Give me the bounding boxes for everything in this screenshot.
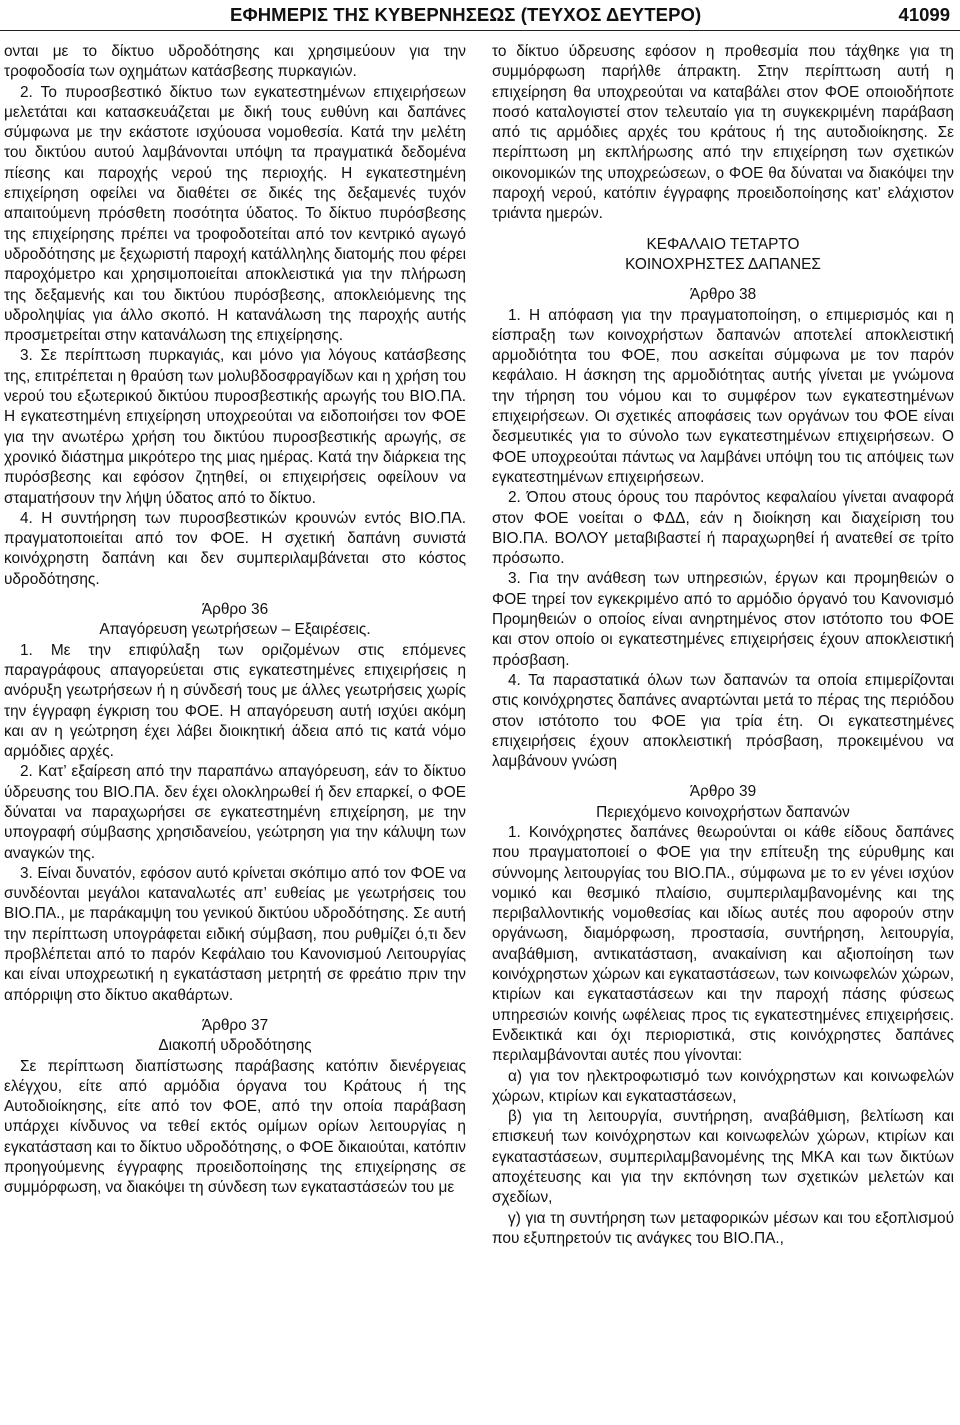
- paragraph: α) για τον ηλεκτροφωτισμό των κοινόχρηστων και κοινωφελών χώρων, κτιρίων και εγκαταστάσεων,: [492, 1067, 954, 1105]
- article-39-title: Άρθρο 39: [689, 783, 757, 801]
- paragraph: 4. Τα παραστατικά όλων των δαπανών τα οποία επιμερίζονται στις κοινόχρηστες δαπάνες αναρτώνται μετά το πέρας της περιόδου στον ιστότοπο του ΦΟΕ για τρία έτη. Οι εγκατεστημένες επιχειρήσεις έχουν αποκλειστική πρόσβαση, προκειμένου να λαμβάνουν γνώση: [492, 671, 954, 771]
- paragraph: 2. Το πυροσβεστικό δίκτυο των εγκατεστημένων επιχειρήσεων μελετάται και κατασκευάζεται με δική τους ευθύνη και δαπάνες σύμφωνα με την εκάστοτε ισχύουσα νομοθεσία. Κατά την μελέτη του δικτύου αυτού λαμβάνονται υπόψη τα πραγματικά δεδομένα πίεσης και παροχής νερού της περιοχής. Η εγκατεστημένη επιχείρηση οφείλει να διαθέτει σε δικές της δεξαμενές τυχόν απαιτούμενη πρόσθετη ποσότητα ύδατος. Το δίκτυο πυρόσβεσης της επιχείρησης πρέπει να τροφοδοτείται από τον κεντρικό αγωγό υδροδότησης με ξεχωριστή παροχή κατάλληλης διατομής που φέρει παροχόμετρο και χρησιμοποιείται αποκλειστικά για την πλήρωση της δεξαμενής και του δικτύου πυρόσβεσης, αποκλειόμενης της υδροληψίας για άλλο σκοπό. Η κατανάλωση της παροχής αυτής προσμετρείται στην κατανάλωση της επιχείρησης.: [4, 83, 466, 345]
- article-39-subtitle: Περιεχόμενο κοινοχρήστων δαπανών: [596, 803, 850, 821]
- paragraph: 3. Είναι δυνατόν, εφόσον αυτό κρίνεται σκόπιμο από τον ΦΟΕ να συνδέονται μεγάλοι καταναλωτές απ’ ευθείας με γεωτρήσεις του ΒΙΟ.ΠΑ., με παράκαμψη του γενικού δικτύου υδροδότησης. Σε αυτή την περίπτωση υπογράφεται ειδική σύμβαση, που ρυθμίζει ό,τι δεν προβλέπεται από το παρόν Κεφάλαιο του Κανονισμού Λειτουργίας και είναι υποχρεωτική η εγκατάσταση μετρητή σε φρεάτιο πριν την απόρριψη στο δίκτυο ακαθάρτων.: [4, 864, 466, 1004]
- paragraph: 1. Κοινόχρηστες δαπάνες θεωρούνται οι κάθε είδους δαπάνες που πραγματοποιεί ο ΦΟΕ για την επίτευξη της εύρυθμης και σύννομης λειτουργίας του ΒΙΟ.ΠΑ., σύμφωνα με το εν γένει ισχύον νομικό και θεσμικό πλαίσιο, συμπεριλαμβανομένης και της περιβαλλοντικής νομοθεσίας και ιδίως αυτές που αφορούν στην οργάνωση, διαμόρφωση, προστασία, συντήρηση, λειτουργία, αναβάθμιση, αντικατάσταση, ανακαίνιση και αξιοποίηση των κοινόχρηστων χώρων και εγκαταστάσεων, των κοινωφελών χώρων, κτιρίων και εγκαταστάσεων και την παροχή πάσης φύσεως υπηρεσιών κοινής ωφέλειας προς τις εγκατεστημένες επιχειρήσεις. Ενδεικτικά και όχι περιοριστικά, στις κοινόχρηστες δαπάνες περιλαμβάνονται αυτές που γίνονται:: [492, 823, 954, 1065]
- left-column: [4, 42, 466, 1199]
- paragraph: 3. Για την ανάθεση των υπηρεσιών, έργων και προμηθειών ο ΦΟΕ τηρεί τον εγκεκριμένο από το αρμόδιο όργανό του Κανονισμό Προμηθειών ο οποίος είναι ανηρτημένος στον ιστότοπο του ΦΟΕ και στον οποίο οι εγκατεστημένες επιχειρήσεις έχουν αποκλειστική πρόσβαση.: [492, 570, 954, 669]
- chapter-heading: ΚΕΦΑΛΑΙΟ ΤΕΤΑΡΤΟ: [646, 235, 800, 253]
- paragraph: 1. Η απόφαση για την πραγματοποίηση, ο επιμερισμός και η είσπραξη των κοινοχρήστων δαπανών αποτελεί αποκλειστική αρμοδιότητα του ΦΟΕ, που ασκείται σύμφωνα με τον παρόν κεφάλαιο. Η άσκηση της αρμοδιότητας αυτής γίνεται με γνώμονα την τήρηση του νόμου και το συμφέρον των εγκατεστημένων επιχειρήσεων. Οι σχετικές αποφάσεις των οργάνων του ΦΟΕ είναι δεσμευτικές για το σύνολο των εγκατεστημένων επιχειρήσεων. Ο ΦΟΕ υποχρεούται πάντως να λαμβάνει υπόψη του τις απόψεις των εγκατεστημένων επιχειρήσεων.: [492, 306, 954, 486]
- paragraph: 2. Όπου στους όρους του παρόντος κεφαλαίου γίνεται αναφορά στον ΦΟΕ νοείται ο ΦΔΔ, εάν η διοίκηση και διαχείριση του ΒΙΟ.ΠΑ. ΒΟΛΟΥ μεταβιβαστεί ή παραχωρηθεί ή ανατεθεί σε τρίτο πρόσωπο.: [492, 489, 954, 568]
- page-number: 41099: [898, 4, 950, 25]
- chapter-title: ΚΟΙΝΟΧΡΗΣΤΕΣ ΔΑΠΑΝΕΣ: [625, 255, 821, 273]
- article-36-title: Άρθρο 36: [201, 601, 269, 619]
- article-36-subtitle: Απαγόρευση γεωτρήσεων – Εξαιρέσεις.: [99, 621, 371, 639]
- journal-title: ΕΦΗΜΕΡΙΣ ΤΗΣ ΚΥΒΕΡΝΗΣΕΩΣ (ΤΕΥΧΟΣ ΔΕΥΤΕΡΟ): [230, 4, 702, 25]
- paragraph: γ) για τη συντήρηση των μεταφορικών μέσων και του εξοπλισμού που εξυπηρετούν τις ανάγκες του ΒΙΟ.ΠΑ.,: [492, 1209, 954, 1247]
- paragraph: ονται με το δίκτυο υδροδότησης και χρησιμεύουν για την τροφοδοσία των οχημάτων κατάσβεσης πυρκαγιών.: [4, 43, 466, 81]
- paragraph: Σε περίπτωση διαπίστωσης παράβασης κατόπιν διενέργειας ελέγχου, είτε από αρμόδια όργανα του Κράτους ή της Αυτοδιοίκησης, είτε από τον ΦΟΕ, από την οποία παράβαση υπάρχει κίνδυνος να τεθεί εκτός ομίμων ορίων λειτουργίας η εγκατάσταση και το δίκτυο υδροδότησης, ο ΦΟΕ δικαιούται, κατόπιν προηγούμενης έγγραφης προειδοποίησης της επιχείρησης σε συμμόρφωση, να διακόψει τη σύνδεση των εγκαταστάσεών του με: [4, 1057, 466, 1197]
- paragraph: β) για τη λειτουργία, συντήρηση, αναβάθμιση, βελτίωση και επισκευή των κοινόχρηστων και κοινωφελών χώρων, κτιρίων και εγκαταστάσεων, συμπεριλαμβανομένης της ΜΚΑ και των δικτύων αποχέτευσης και για την εκπόνηση των σχετικών μελετών και σχεδίων,: [492, 1108, 954, 1207]
- article-37-subtitle: Διακοπή υδροδότησης: [158, 1037, 312, 1055]
- article-38-title: Άρθρο 38: [689, 286, 757, 304]
- paragraph: 4. Η συντήρηση των πυροσβεστικών κρουνών εντός ΒΙΟ.ΠΑ. πραγματοποιείται από τον ΦΟΕ. Η σχετική δαπάνη συνιστά κοινόχρηστη δαπάνη και δεν συμπεριλαμβάνεται στο κόστος υδροδότησης.: [4, 509, 466, 588]
- page-header: [0, 0, 960, 34]
- paragraph: 3. Σε περίπτωση πυρκαγιάς, και μόνο για λόγους κατάσβεσης της, επιτρέπεται η θραύση των μολυβδοσφραγίδων και η χρήση του νερού του εξωτερικού δικτύου πυροσβεστικής αρωγής του ΒΙΟ.ΠΑ. Η εγκατεστημένη επιχείρηση υποχρεούται να ειδοποιήσει τον ΦΟΕ για την ανωτέρω χρήση του δικτύου πυροσβεστικής αρωγής, σε χρονικό διάστημα μικρότερο της μιας ημέρας. Κατά την διάρκεια της πυρόσβεσης και εφόσον ζητηθεί, οι επιχειρήσεις οφείλουν να σταματήσουν την λήψη ύδατος από το δίκτυο.: [4, 347, 466, 507]
- article-37-title: Άρθρο 37: [201, 1016, 269, 1034]
- paragraph: το δίκτυο ύδρευσης εφόσον η προθεσμία που τάχθηκε για τη συμμόρφωση παρήλθε άπρακτη. Στην περίπτωση αυτή η επιχείρηση θα υποχρεούται να καταβάλει στον ΦΟΕ οποιοδήποτε ποσό καταλογιστεί στον τελευταίο για τη συγκεκριμένη παράβαση από τις αρμόδιες αρχές του κράτους ή της αυτοδιοίκησης. Σε περίπτωση μη εκπλήρωσης από την επιχείρηση των σχετικών οικονομικών της υποχρεώσεων, ο ΦΟΕ θα δύναται να διακόψει την παροχή νερού, κατόπιν έγγραφης προειδοποίησης κατ’ ελάχιστον τριάντα ημερών.: [492, 43, 954, 223]
- paragraph: 1. Με την επιφύλαξη των οριζομένων στις επόμενες παραγράφους απαγορεύεται στις εγκατεστημένες επιχειρήσεις η ανόρυξη γεωτρήσεων ή η σύνδεσή τους με άλλες γεωτρήσεις χωρίς την έγγραφη έγκριση του ΦΟΕ. Η απαγόρευση αυτή ισχύει ακόμη και αν η γεώτρηση έχει λάβει διοικητική άδεια από τις κατά νόμο αρμόδιες αρχές.: [4, 641, 466, 761]
- paragraph: 2. Κατ’ εξαίρεση από την παραπάνω απαγόρευση, εάν το δίκτυο ύδρευσης του ΒΙΟ.ΠΑ. δεν έχει ολοκληρωθεί ή δεν επαρκεί, ο ΦΟΕ δύναται να παραχωρήσει σε εγκατεστημένη επιχείρηση, με την υπογραφή σύμβασης χρησιδανείου, γεώτρηση για την κάλυψη των αναγκών της.: [4, 763, 466, 862]
- header-rule: [0, 30, 960, 31]
- right-column: [492, 42, 954, 1249]
